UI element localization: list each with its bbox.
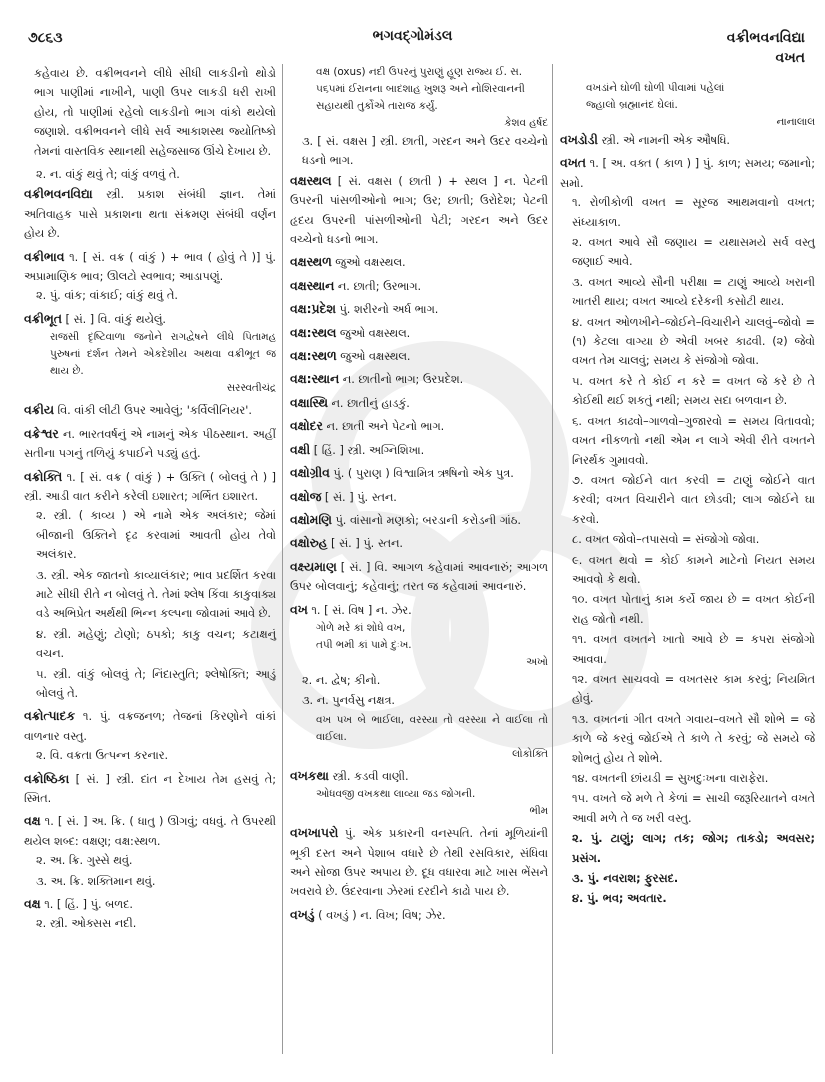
definition: [ સં. ] સ્ત્રી. દાંત ન દેખાય તેમ હસવું તે; સ્મિત. <box>24 772 277 805</box>
headword: વક્રીભાવ <box>24 249 65 264</box>
definition: [ સં. વક્ષસ ( છાતી ) + સ્થલ ] ન. પેટની ઉપરની પાંસળીઓનો ભાગ; ઉર; છાતી; ઉરોદેશ; પેટની હૃદય ઉપરની પાંસળીઓની પેટી; ગરદન અને ઉદર વચ્ચેનો ધડનો ભાગ. <box>290 174 549 247</box>
headword: વક્રોત્પાદક <box>24 709 76 724</box>
dictionary-entry <box>290 324 548 343</box>
definition: ૧. [ સં. વક્ર ( વાંકું ) + ભાવ ( હોવું તે )] પું. અપ્રામાણિક ભાવ; ઊલટો સ્વભાવ; આડાપણું. <box>24 250 277 284</box>
page-header <box>0 18 825 66</box>
dictionary-entry <box>290 347 548 366</box>
definition: સ્ત્રી. કડવી વાણી. <box>332 769 409 783</box>
definition: પું. વાંસાનો મણકો; બરડાની કરોડની ગાંઠ. <box>335 513 521 527</box>
headword: વક્ષી <box>290 442 311 457</box>
dictionary-entry <box>560 154 815 908</box>
headword: વખત <box>560 156 586 171</box>
idiom: ૮. વખત જોવો–તપાસવો = સંજોગો જોવા. <box>572 533 760 547</box>
headword: વક્ષ:સ્થાન <box>290 372 340 387</box>
headword: વક્ષાસ્થિ <box>290 395 328 410</box>
definition: ન. છાતી અને પેટનો ભાગ. <box>326 420 445 434</box>
idiom: ૭. વખત જોઈને વાત કરવી = ટાણું જોઈને વાત કરવી; વખત વિચારીને વાત છોડવી; લાગ જોઈને ઘા કરવો. <box>572 473 815 526</box>
running-title: ભગવદ્ગોમંડલ <box>372 28 453 44</box>
guide-word-last: વખત <box>775 50 805 66</box>
definition: ૧. [ અ. વક્ત ( કાળ ) ] પું. કાળ; સમય; જમાનો; સમો. <box>560 157 816 190</box>
idiom: ૬. વખત કાઢવો–ગાળવો–ગુજારવો = સમય વિતાવવો; વખત નીકળતો નથી એમ ન લાગે એવી રીતે વખતને નિરર્થક ગુમાવવો. <box>572 414 815 467</box>
idiom: ૧૫. વખતે જે મળે તે કેળાં = સાચી જરૂરિયાતને વખતે આવી મળે તે જ ખરી વસ્તુ. <box>572 792 815 825</box>
dictionary-entry <box>290 906 548 925</box>
sense: ૫. સ્ત્રી. વાંકું બોલવું તે; નિંદાસ્તુતિ; શ્લેષોક્તિ; આડું બોલવું તે. <box>36 667 276 700</box>
definition: જુઓ વક્ષસ્થલ. <box>335 256 406 270</box>
definition: ૧. [ સં. વક્ર ( વાંકું ) + ઉક્તિ ( બોલવું તે ) ] સ્ત્રી. આડી વાત કરીને કરેલી ઇશારત; ગર્ભિત ઇશારત. <box>24 470 277 503</box>
definition: [ સં. ] પું. સ્તન. <box>331 537 403 551</box>
idiom: ૩. વખત આવ્યે સૌની પરીક્ષા = ટાણું આવ્યે ખરાની ખાતરી થાય; વખત આવ્યે દરેકની કસોટી થાય. <box>572 275 815 309</box>
headword: વક્ષસ્થાન <box>290 278 335 293</box>
citation-source: કેશવ હર્ષદ <box>504 117 548 129</box>
headword: વખકથા <box>290 768 329 783</box>
citation-quote-line: ઓધવજી વખકથા લાવ્યા જડ જોગની. <box>316 788 476 801</box>
idiom: ૧૦. વખત પોતાનું કામ કર્યે જાય છે = વખત કોઈની રાહ જોતો નથી. <box>572 593 815 626</box>
headword: વક્ષ્યમાણ <box>290 559 337 574</box>
headword: વક્રીભૂત <box>24 311 62 326</box>
sense: ૪. પું. ભવ; અવતાર. <box>572 892 667 906</box>
citation-quote-line: તપી ભમી કાં પામે દુઃખ. <box>316 638 412 651</box>
citation-source: સરસ્વતીચંદ્ર <box>226 382 276 395</box>
page-number: ૭૮૬૩ <box>28 30 63 46</box>
definition: ૧. પું. વક્રજનળ; તેજનાં કિરણોને વાંકાં વાળનાર વસ્તુ. <box>24 710 276 743</box>
column-divider <box>552 64 553 1054</box>
citation-source: ભીમ <box>529 805 548 818</box>
definition: પું. ( પુરાણ ) વિશ્વામિત્ર ઋષિનો એક પુત્ર. <box>333 467 514 481</box>
definition: પું. એક પ્રકારની વનસ્પતિ. તેનાં મૂળિયાંની ભૂકી દસ્ત અને પેશાબ વધારે છે તેથી રસવિકાર, સંધિવા અને સોજા ઉપર અપાય છે. દૂધ વધારવા માટે ખાસ ભેંસને ખવરાવે છે. ઉંદરવાના ઝેરમાં દરદીને કાઢો પાય છે. <box>290 827 549 899</box>
headword: વક્રોક્તિ <box>24 469 63 484</box>
definition: ૧. [ સં. વિષ ] ન. ઝેર. <box>311 603 412 617</box>
citation-quote: વક્ષ (oxus) નદી ઉપરનું પુરાણું હૂણ રાજ્ય ઈ. સ. ૫૬૫માં ઈરાનના બાદશાહ ખુશરૂ અને નોશિરવાનની સહાયથી તુર્કોએ તારાજ કર્યું. <box>316 66 525 112</box>
dictionary-entry <box>24 770 276 809</box>
definition: જુઓ વક્ષસ્થલ. <box>340 350 411 364</box>
definition: ન. ભારતવર્ષનું એ નામનું એક પીઠસ્થાન. અહીં સતીના પગનું તળિયું કપાઈને પડ્યું હતું. <box>24 427 276 461</box>
headword: વક્ષ:પ્રદેશ <box>290 302 336 317</box>
dictionary-entry <box>560 131 815 150</box>
sense: ૨. સ્ત્રી. ( કાવ્ય ) એ નામે એક અલંકાર; જેમાં બીજાની ઉક્તિને દૃઢ કરવામાં આવતી હોય તેવો અલંકાર. <box>36 509 276 562</box>
headword: વક્રીભવનવિદ્યા <box>24 187 93 202</box>
idiom: ૫. વખત કરે તે કોઈ ન કરે = વખત જે કરે છે તે કોઈથી થઈ શકતું નથી; સમય સદા બળવાન છે. <box>572 374 815 408</box>
dictionary-entry <box>24 707 276 765</box>
definition: [ સં. ] વિ. આગળ કહેવામાં આવનારું; આગળ ઉપર બોલવાનું; કહેવાનું; તરત જ કહેવામાં આવનારું. <box>290 560 548 594</box>
dictionary-entry <box>24 310 276 397</box>
dictionary-entry <box>290 534 548 553</box>
dictionary-entry <box>290 253 548 272</box>
headword: વક્ષ:સ્થલ <box>290 325 337 340</box>
dictionary-entry <box>290 441 548 460</box>
citation-quote-line: વખડાંને ઘોળી ઘોળી પીવામાં પહેલાં <box>586 82 725 94</box>
idiom: ૧૨. વખત સાચવવો = વખતસર કામ કરવું; નિયમિત હોવું. <box>572 672 815 706</box>
dictionary-entry <box>24 401 276 420</box>
headword: વક્ષસ્થળ <box>290 255 332 270</box>
definition: જુઓ વક્ષસ્થલ. <box>339 326 411 340</box>
continuation-text: કહેવાય છે. વક્રીભવનને લીધે સીધી લાકડીનો થોડો ભાગ પાણીમાં નાખીને, પાણી ઉપર લાકડી ધરી રાખી હોય, તો પાણીમાં રહેલો લાકડીનો ભાગ વાંકો થયેલો જણાશે. વક્રીભવનને લીધે સર્વ આકાશસ્થ જ્યોતિષ્કો તેમનાં વાસ્તવિક સ્થાનથી સહેજસાજ ઊંચે દેખાય છે. <box>34 67 276 158</box>
headword: વક્ષ <box>24 897 41 912</box>
dictionary-entry <box>290 558 548 597</box>
idiom: ૧૧. વખત વખતને ખાતો આવે છે = કપરા સંજોગો આવવા. <box>572 633 815 666</box>
headword: વક્ષોગ્રીવ <box>290 466 330 481</box>
citation-source: લોકોક્તિ <box>512 747 548 760</box>
headword: વખડોડી <box>560 133 598 147</box>
guide-word-first: વક્રીભવનવિદ્યા <box>726 30 805 46</box>
citation-quote: વખ પખ બે ભાઈલા, વરસ્યા તો વરસ્યા ને વાઈલા તો વાઈલા. <box>316 713 548 743</box>
sense: ૩. પું. નવરાશ; ફુરસદ. <box>572 872 679 886</box>
column-3 <box>560 80 815 1062</box>
dictionary-entry <box>290 172 548 250</box>
headword: વક્ષ <box>24 814 41 829</box>
definition: [ હિં. ] સ્ત્રી. અગ્નિશિખા. <box>313 443 425 457</box>
headword: વક્ષોમણિ <box>290 512 332 527</box>
headword: વક્રીય <box>24 403 54 418</box>
dictionary-entry <box>290 370 548 389</box>
sense: ૨. વિ. વક્રતા ઉત્પન્ન કરનાર. <box>36 749 169 763</box>
definition: [ સં. ] પું. સ્તન. <box>324 490 397 504</box>
dictionary-entry <box>24 812 276 891</box>
definition: ( વખડું ) ન. વિખ; વિષ; ઝેર. <box>318 908 446 922</box>
dictionary-entry <box>24 468 276 704</box>
dictionary-entry <box>290 464 548 483</box>
column-divider <box>282 64 283 1054</box>
dictionary-entry <box>290 767 548 820</box>
column-1 <box>24 64 276 1062</box>
citation-quote-line: ગોળે મરે કાં શોધે વખ, <box>316 621 406 634</box>
idiom: ૧. રોળીકોળી વખત = સૂરજ આથમવાનો વખત; સંધ્યાકાળ. <box>572 196 815 229</box>
citation-source: અખો <box>526 655 548 668</box>
idiom: ૨. વખત આવે સૌ જણાય = યથાસમયે સર્વ વસ્તુ જણાઈ આવે. <box>572 236 815 269</box>
definition: સ્ત્રી. એ નામની એક ઔષધિ. <box>601 134 731 147</box>
headword: વખખાપરો <box>290 826 339 841</box>
sense: ૨. અ. ક્રિ. ગુસ્સે થવું. <box>36 854 133 868</box>
dictionary-entry <box>290 601 548 763</box>
citation-source: નાનાલાલ <box>776 116 815 128</box>
column-2 <box>290 64 548 1062</box>
headword: વક્ષ:સ્થળ <box>290 349 337 364</box>
idiom: ૯. વખત થવો = કોઈ કામને માટેનો નિયત સમય આવવો કે થવો. <box>572 553 815 586</box>
dictionary-entry <box>290 417 548 436</box>
idiom: ૪. વખત ઓળખીને–જોઈને–વિચારીને ચાલવું–જોવો = (૧) કેટલા વાગ્યા છે એવી ખબર કાઢવી. (૨) જેવો વખત તેમ ચાલવું; સમય કે સંજોગો જોવા. <box>572 315 815 368</box>
definition: સ્ત્રી. પ્રકાશ સંબંધી જ્ઞાન. તેમાં અતિવાહક પાસે પ્રકાશના થતા સંક્રમણ સંબંધી વર્ણન હોય છે. <box>24 188 276 241</box>
citation-quote: રાજસી દૃષ્ટિવાળા જનોને રાગદ્વેષને લીધે પિતામહ પુરુષનાં દર્શન તેમને એકદેશીય અથવા વક્રીભૂત જ થાય છે. <box>50 331 276 378</box>
sense: ૨. પું. ટાણું; લાગ; તક; જોગ; તાકડો; અવસર; પ્રસંગ. <box>572 832 815 865</box>
sense: ૩. સ્ત્રી. એક જાતનો કાવ્યાલંકાર; ભાવ પ્રદર્શિત કરવા માટે સીધી રીતે ન બોલવું તે. તેમાં શ્લેષ કિંવા કાકુવાક્ય વડે અભિપ્રેત અર્થથી ભિન્ન કલ્પના જોવામાં આવે છે. <box>36 568 276 621</box>
dictionary-entry <box>24 895 276 934</box>
sense: ૩. ન. પુનર્વસુ નક્ષત્ર. <box>302 694 395 708</box>
definition: પું. શરીરનો અર્ધ ભાગ. <box>339 303 439 317</box>
dictionary-entry <box>290 511 548 530</box>
sense: ૩. [ સં. વક્ષસ ] સ્ત્રી. છાતી, ગરદન અને ઉદર વચ્ચેનો ધડનો ભાગ. <box>302 135 548 168</box>
citation-quote-line: જ્હાલો બ્રહ્માનંદ ઘેલાં. <box>586 99 678 111</box>
sense: ૨. સ્ત્રી. ઓક્સસ નદી. <box>36 917 137 931</box>
sense: ૨. પું. વાંક; વાંકાઈ; વાંકું થવું તે. <box>36 289 178 303</box>
definition: ૧. [ સં. ] અ. ક્રિ. ( ધાતુ ) ઊગવું; વધવું. તે ઉપરથી થયેલ શબ્દ: વક્ષણ; વક્ષ:સ્થળ. <box>24 815 276 848</box>
headword: વક્રેશ્વર <box>24 426 59 441</box>
sense: ૪. સ્ત્રી. મહેણું; ટોણો; ઠપકો; કાકુ વચન; કટાક્ષનું વચન. <box>36 627 276 661</box>
continuation-sense: ૨. ન. વાંકું થવું તે; વાંકું વળવું તે. <box>36 168 180 182</box>
sense: ૨. ન. દ્વેષ; કીનો. <box>302 673 381 687</box>
headword: વક્રોષ્ઠિકા <box>24 771 70 786</box>
idiom: ૧૩. વખતનાં ગીત વખતે ગવાય–વખતે સૌ શોભે = જે કાળે જે કરવું જોઈએ તે કાળે તે કરવું; જે સમયે જે શોભતું હોય તે શોભે. <box>572 712 815 765</box>
dictionary-entry <box>24 248 276 306</box>
definition: [ સં. ] વિ. વાંકું થયેલું. <box>65 312 166 326</box>
dictionary-entry <box>290 824 548 902</box>
dictionary-entry <box>290 488 548 507</box>
dictionary-entry <box>24 185 276 243</box>
definition: ૧. [ હિં. ] પું. બળદ. <box>44 898 133 912</box>
headword: વક્ષોદર <box>290 419 323 434</box>
dictionary-entry <box>24 425 276 464</box>
headword: વખ <box>290 602 308 617</box>
headword: વક્ષોરુહ <box>290 536 328 551</box>
dictionary-entry <box>290 300 548 319</box>
headword: વક્ષસ્થલ <box>290 173 332 188</box>
headword: વખડું <box>290 907 315 922</box>
definition: ન. છાતીનું હાડકું. <box>331 396 410 410</box>
definition: ન. છાતી; ઉરભાગ. <box>337 279 422 293</box>
idiom: ૧૪. વખતની છાંયડી = સુખદુઃખના વારાફેરા. <box>572 772 769 785</box>
dictionary-entry <box>290 394 548 413</box>
dictionary-entry <box>290 277 548 296</box>
definition: વિ. વાંકી લીટી ઉપર આવેલું; 'કર્વિલીનિયર'. <box>57 404 252 418</box>
definition: ન. છાતીનો ભાગ; ઉરપ્રદેશ. <box>342 373 464 387</box>
headword: વક્ષોજ <box>290 489 322 504</box>
sense: ૩. અ. ક્રિ. શક્તિમાન થવું. <box>36 874 156 888</box>
